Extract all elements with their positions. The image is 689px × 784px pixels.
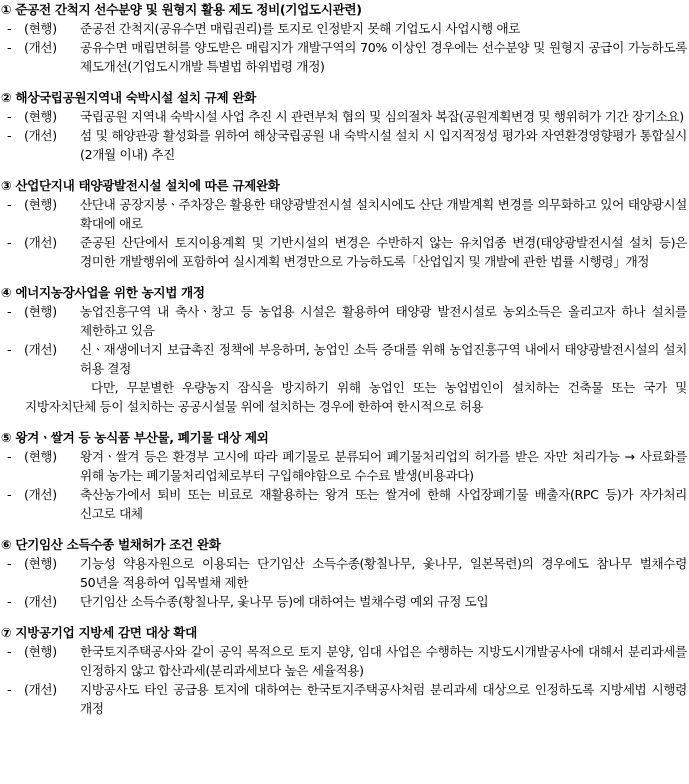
- item-text: 지방공사도 타인 공급용 토지에 대하여는 한국토지주택공사처럼 분리과세 대상으로 인정하도록 지방세법 시행령 개정: [80, 682, 687, 716]
- section-heading: ④ 에너지농장사업을 위한 농지법 개정: [1, 285, 205, 300]
- bullet-dash: -: [7, 449, 12, 464]
- item-text: 국립공원 지역내 숙박시설 사업 추진 시 관련부처 협의 및 심의절차 복잡(공원계획변경 및 행위허가 기간 장기소요): [80, 109, 684, 124]
- item-tag: (현행): [24, 644, 57, 659]
- item-prefix: [7, 592, 57, 611]
- section-heading: ⑤ 왕겨ㆍ쌀겨 등 농식품 부산물, 폐기물 대상 제외: [1, 430, 269, 445]
- improvement-item: [1, 680, 687, 718]
- section-2: [1, 88, 687, 164]
- bullet-dash: -: [7, 644, 12, 659]
- item-prefix: [7, 485, 57, 504]
- item-text: 산단내 공장지붕ㆍ주차장은 활용한 태양광발전시설 설치시에도 산단 개발계획 변경를 의무화하고 있어 태양광시설 확대에 애로: [80, 197, 687, 231]
- section-1: [1, 0, 687, 76]
- proviso-note: 다만, 무분별한 우량농지 잠식을 방지하기 위해 농업인 또는 농업법인이 설치하는 건축물 또는 국가 및 지방자치단체 등이 설치하는 공공시설물 위에 설치하는 경우에 한하여 한시적으로 허용: [25, 380, 687, 414]
- item-text: 단기임산 소득수종(황칠나무, 옻나무 등)에 대하여는 벌채수령 예외 규정 도입: [80, 594, 489, 609]
- bullet-dash: -: [7, 109, 12, 124]
- item-prefix: [7, 302, 57, 321]
- bullet-dash: -: [7, 487, 12, 502]
- bullet-dash: -: [7, 304, 12, 319]
- item-tag: (개선): [24, 682, 57, 697]
- item-text: 왕겨ㆍ쌀겨 등은 환경부 고시에 따라 폐기물로 분류되어 폐기물처리업의 허가를 받은 자만 처리가능 → 사료화를 위해 농가는 폐기물처리업체로부터 구입해야함으로 수수료 발생(비용과다): [80, 449, 687, 483]
- item-tag: (개선): [24, 342, 57, 357]
- item-tag: (개선): [24, 235, 57, 250]
- improvement-item: [1, 38, 687, 76]
- section-heading: ⑥ 단기임산 소득수종 벌채허가 조건 완화: [1, 537, 221, 552]
- current-status-item: [1, 19, 687, 38]
- item-tag: (현행): [24, 21, 57, 36]
- item-text: 신ㆍ재생에너지 보급촉진 정책에 부응하며, 농업인 소득 증대를 위해 농업진흥구역 내에서 태양광발전시설의 설치 허용 결정: [80, 342, 687, 376]
- item-prefix: [7, 195, 57, 214]
- section-6: [1, 535, 687, 611]
- improvement-item: [1, 340, 687, 378]
- item-prefix: [7, 126, 57, 145]
- current-status-item: [1, 302, 687, 340]
- current-status-item: [1, 195, 687, 233]
- section-7: [1, 623, 687, 718]
- section-3: [1, 176, 687, 271]
- item-tag: (개선): [24, 40, 57, 55]
- improvement-item: [1, 233, 687, 271]
- bullet-dash: -: [7, 21, 12, 36]
- item-tag: (현행): [24, 197, 57, 212]
- bullet-dash: -: [7, 235, 12, 250]
- improvement-item: [1, 485, 687, 523]
- item-prefix: [7, 38, 57, 57]
- item-tag: (개선): [24, 487, 57, 502]
- item-tag: (현행): [24, 109, 57, 124]
- section-4: [1, 283, 687, 416]
- bullet-dash: -: [7, 594, 12, 609]
- bullet-dash: -: [7, 556, 12, 571]
- section-heading: ② 해상국립공원지역내 숙박시설 설치 규제 완화: [1, 90, 256, 105]
- item-prefix: [7, 233, 57, 252]
- item-prefix: [7, 340, 57, 359]
- item-tag: (현행): [24, 304, 57, 319]
- bullet-dash: -: [7, 342, 12, 357]
- current-status-item: [1, 642, 687, 680]
- item-prefix: [7, 642, 57, 661]
- item-prefix: [7, 19, 57, 38]
- item-prefix: [7, 107, 57, 126]
- item-prefix: [7, 554, 57, 573]
- item-tag: (현행): [24, 449, 57, 464]
- item-text: 공유수면 매립면허를 양도받은 매립지가 개발구역의 70% 이상인 경우에는 선수분양 및 원형지 공급이 가능하도록 제도개선(기업도시개발 특별법 하위법령 개정): [80, 40, 687, 74]
- improvement-item: [1, 126, 687, 164]
- item-text: 섬 및 해양관광 활성화를 위하여 해상국립공원 내 숙박시설 설치 시 입지적정성 평가와 자연환경영향평가 통합실시(2개월 이내) 추진: [80, 128, 687, 162]
- current-status-item: [1, 447, 687, 485]
- section-5: [1, 428, 687, 523]
- bullet-dash: -: [7, 128, 12, 143]
- item-text: 기능성 약용자원으로 이용되는 단기임산 소득수종(황칠나무, 옻나무, 일본목련)의 경우에도 참나무 벌채수령 50년을 적용하여 입목벌채 제한: [80, 556, 687, 590]
- bullet-dash: -: [7, 682, 12, 697]
- bullet-dash: -: [7, 197, 12, 212]
- section-heading: ③ 산업단지내 태양광발전시설 설치에 따른 규제완화: [1, 178, 280, 193]
- item-prefix: [7, 680, 57, 699]
- section-heading: ① 준공전 간척지 선수분양 및 원형지 활용 제도 정비(기업도시관련): [1, 2, 362, 17]
- current-status-item: [1, 107, 687, 126]
- improvement-item: [1, 592, 687, 611]
- bullet-dash: -: [7, 40, 12, 55]
- section-heading: ⑦ 지방공기업 지방세 감면 대상 확대: [1, 625, 197, 640]
- item-text: 준공전 간척지(공유수면 매립권리)를 토지로 인정받지 못해 기업도시 사업시행 애로: [80, 21, 521, 36]
- item-tag: (현행): [24, 556, 57, 571]
- item-tag: (개선): [24, 594, 57, 609]
- current-status-item: [1, 554, 687, 592]
- item-prefix: [7, 447, 57, 466]
- item-text: 한국토지주택공사와 같이 공익 목적으로 토지 분양, 임대 사업은 수행하는 지방도시개발공사에 대해서 분리과세를 인정하지 않고 합산과세(분리과세보다 높은 세율적용): [80, 644, 687, 678]
- item-text: 농업진흥구역 내 축사ㆍ창고 등 농업용 시설은 활용하여 태양광 발전시설로 농외소득은 올리고자 하나 설치를 제한하고 있음: [80, 304, 687, 338]
- item-text: 축산농가에서 퇴비 또는 비료로 재활용하는 왕겨 또는 쌀겨에 한해 사업장폐기물 배출자(RPC 등)가 자가처리 신고로 대체: [80, 487, 687, 521]
- item-tag: (개선): [24, 128, 57, 143]
- item-text: 준공된 산단에서 토지이용계획 및 기반시설의 변경은 수반하지 않는 유치업종 변경(태양광발전시설 설치 등)은 경미한 개발행위에 포함하여 실시계획 변경만으로 가능하도록「산업입지 및 개발에 관한 법률 시행령」개정: [80, 235, 687, 269]
